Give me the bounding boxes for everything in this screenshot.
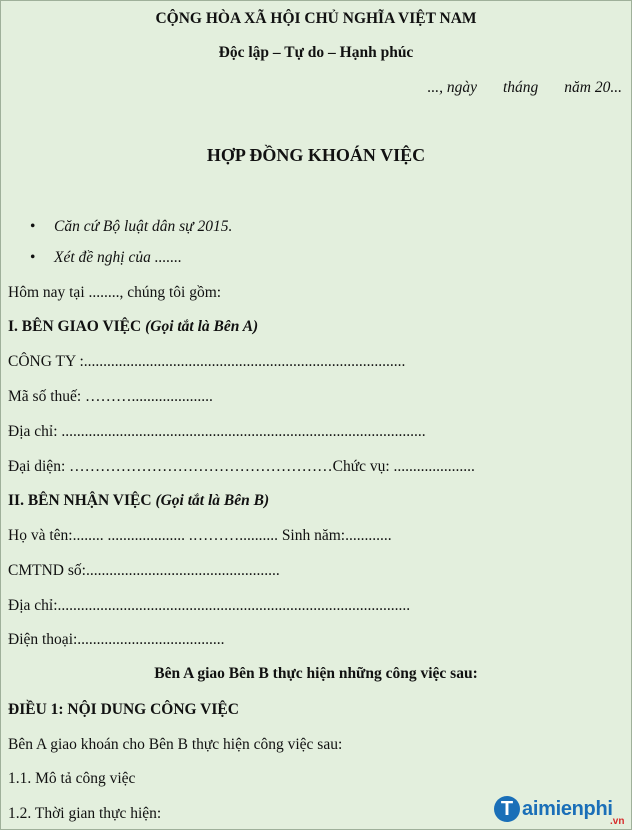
party-b-heading-note: (Gọi tắt là Bên B) (155, 492, 270, 509)
article-1-item-1: 1.1. Mô tả công việc (8, 770, 136, 787)
tax-code-field: Mã số thuế: ………..................... (8, 388, 213, 405)
taimienphi-logo (494, 794, 630, 828)
bullet-icon: • (30, 249, 36, 266)
phone-field: Điện thoại:...................................... (8, 631, 225, 648)
basis-item (30, 217, 624, 237)
basis-item (30, 248, 624, 268)
logo-mark-icon: T (494, 796, 520, 822)
party-b-heading-label: II. BÊN NHẬN VIỆC (8, 492, 152, 509)
date-prefix: ..., ngày (427, 79, 477, 96)
party-b-heading (8, 491, 624, 511)
party-a-heading-note: (Gọi tắt là Bên A) (145, 318, 259, 335)
representative-field: Đại diện: ……………………………………………Chức vụ: ..................... (8, 458, 475, 475)
intro-text: Hôm nay tại ........, chúng tôi gồm: (8, 284, 222, 301)
nation-header: CỘNG HÒA XÃ HỘI CHỦ NGHĨA VIỆT NAM (155, 10, 477, 27)
date-line (8, 78, 622, 98)
name-field: Họ và tên:........ .................... .……….......... Sinh năm:............ (8, 527, 392, 544)
article-1-text: Bên A giao khoán cho Bên B thực hiện công việc sau: (8, 736, 343, 753)
company-field: CÔNG TY :................................................................................... (8, 353, 406, 370)
article-1-item-2: 1.2. Thời gian thực hiện: (8, 805, 162, 822)
logo-suffix: .vn (610, 816, 625, 827)
date-month: tháng (502, 79, 539, 96)
party-b-address-field: Địa chỉ:........................................................................................... (8, 597, 411, 614)
motto: Độc lập – Tự do – Hạnh phúc (218, 44, 414, 61)
article-1-heading: ĐIỀU 1: NỘI DUNG CÔNG VIỆC (8, 701, 239, 718)
basis-text: Căn cứ Bộ luật dân sự 2015. (54, 218, 233, 235)
bullet-icon: • (30, 218, 36, 235)
party-a-address-field: Địa chỉ: .............................................................................................. (8, 423, 426, 440)
party-a-heading-label: I. BÊN GIAO VIỆC (8, 318, 142, 335)
logo-text: aimienphi (522, 798, 613, 820)
basis-text: Xét đề nghị của ....... (54, 249, 182, 266)
assignment-heading: Bên A giao Bên B thực hiện những công việc sau: (154, 665, 478, 682)
id-card-field: CMTND số:.................................................. (8, 562, 280, 579)
party-a-heading (8, 317, 624, 337)
date-year: năm 20... (564, 79, 622, 96)
document-title: HỢP ĐỒNG KHOÁN VIỆC (206, 145, 426, 165)
